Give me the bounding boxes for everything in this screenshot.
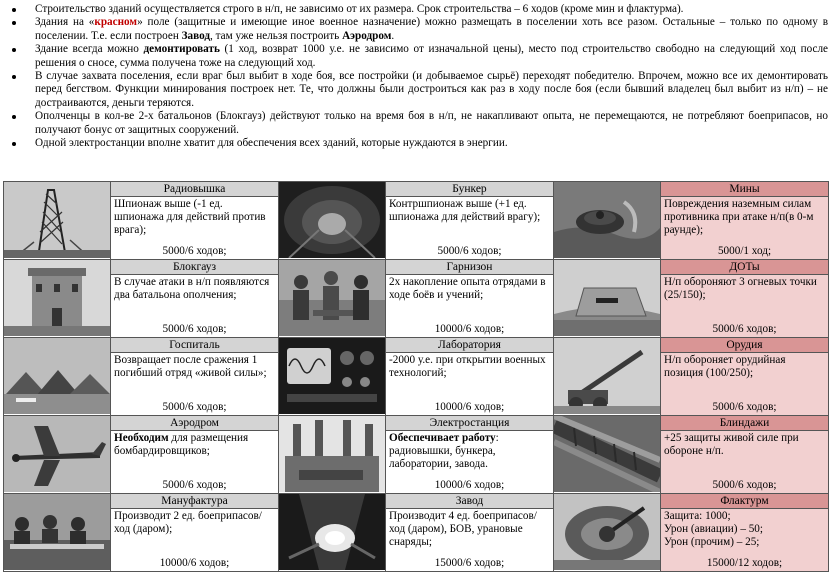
building-description bbox=[114, 432, 275, 458]
building-name: Лаборатория bbox=[386, 338, 553, 353]
building-cost: 5000/6 ходов; bbox=[712, 401, 777, 414]
text-fragment: В случае захвата поселения, если враг был выбит в ходе боя, все постройки (и добываемое сырьё) переходят победителю. Впрочем, можно все их демонтировать перед бегством. Функции минирования построек нет. Те, что должны были достроиться как раз в ходу после боя (если бывший владелец был выбит из н/п) – не достраиваются, деньги теряются. bbox=[35, 70, 828, 109]
text-fragment: . bbox=[391, 29, 395, 42]
building-cost: 15000/6 ходов; bbox=[434, 557, 505, 570]
building-description bbox=[389, 354, 550, 380]
building-cost: 15000/12 ходов; bbox=[706, 557, 783, 570]
bold-text: Необходим bbox=[114, 432, 169, 444]
building-name: Электростанция bbox=[386, 416, 553, 431]
building-body bbox=[661, 353, 828, 415]
building-body bbox=[386, 353, 553, 415]
building-name: Госпиталь bbox=[111, 338, 278, 353]
building-description bbox=[389, 432, 550, 470]
rule-item bbox=[3, 3, 828, 16]
text-fragment: Одной электростанции вполне хватит для обеспечения всех зданий, которые нуждаются в энергии. bbox=[35, 137, 508, 150]
building-card bbox=[661, 416, 829, 494]
text-fragment: -2000 у.е. при открытии военных технологий; bbox=[389, 354, 546, 379]
building-description bbox=[114, 510, 275, 536]
text-fragment: В случае атаки в н/п появляются два батальона ополчения; bbox=[114, 276, 270, 301]
building-cost: 10000/6 ходов; bbox=[159, 557, 230, 570]
text-fragment: Н/п обороняют 3 огневых точки (25/150); bbox=[664, 276, 817, 301]
text-fragment: +25 защиты живой силе при обороне н/п. bbox=[664, 432, 799, 457]
building-description bbox=[114, 198, 275, 236]
text-fragment: Производит 4 ед. боеприпасов/ход (даром), БОВ, урановые снаряды; bbox=[389, 510, 537, 548]
building-name: Гарнизон bbox=[386, 260, 553, 275]
building-body bbox=[661, 197, 828, 259]
landmine-image bbox=[554, 182, 661, 260]
building-row bbox=[4, 182, 829, 260]
text-fragment: Здания на « bbox=[35, 16, 95, 29]
building-card bbox=[661, 338, 829, 416]
building-body bbox=[111, 509, 278, 571]
building-description bbox=[664, 432, 825, 458]
building-description bbox=[664, 276, 825, 302]
hospital-tents-image bbox=[4, 338, 111, 416]
rule-item bbox=[3, 70, 828, 110]
building-card bbox=[661, 494, 829, 572]
flak-tower-image bbox=[554, 494, 661, 572]
building-body bbox=[661, 275, 828, 337]
building-row bbox=[4, 260, 829, 338]
artillery-gun-image bbox=[554, 338, 661, 416]
red-highlight-text: красном bbox=[94, 16, 138, 29]
building-card bbox=[386, 260, 554, 338]
building-name: Блиндажи bbox=[661, 416, 828, 431]
rule-item bbox=[3, 16, 828, 43]
text-fragment: для размещения бомбардировщиков; bbox=[114, 432, 249, 457]
bold-text: Аэродром bbox=[342, 29, 392, 42]
text-fragment: Защита: 1000; Урон (авиации) – 50; Урон (прочим) – 25; bbox=[664, 510, 764, 548]
building-cost: 10000/6 ходов; bbox=[434, 401, 505, 414]
manufactory-workers-image bbox=[4, 494, 111, 572]
bunker-tunnel-image bbox=[279, 182, 386, 260]
building-card bbox=[661, 260, 829, 338]
text-fragment: Возвращает после сражения 1 погибший отряд «живой силы»; bbox=[114, 354, 267, 379]
building-description bbox=[389, 510, 550, 548]
building-name: Завод bbox=[386, 494, 553, 509]
building-body bbox=[111, 431, 278, 493]
building-name: Бункер bbox=[386, 182, 553, 197]
text-fragment: Повреждения наземным силам противника при атаке н/п(в 0-м раунде); bbox=[664, 198, 814, 236]
building-card bbox=[111, 494, 279, 572]
building-body bbox=[386, 431, 553, 493]
text-fragment: Строительство зданий осуществляется строго в н/п, не зависимо от их размера. Срок строительства – 6 ходов (кроме мин и флактурма). bbox=[35, 3, 684, 15]
building-description bbox=[664, 510, 825, 548]
garrison-soldiers-image bbox=[279, 260, 386, 338]
building-cost: 5000/6 ходов; bbox=[437, 245, 502, 258]
building-description bbox=[664, 198, 825, 236]
building-body bbox=[661, 509, 828, 571]
building-body bbox=[386, 197, 553, 259]
text-fragment: : радиовышки, бункера, лаборатории, завода. bbox=[389, 432, 499, 470]
building-card bbox=[661, 182, 829, 260]
pillbox-image bbox=[554, 260, 661, 338]
building-cost: 5000/6 ходов; bbox=[162, 401, 227, 414]
text-fragment: Шпионаж выше (-1 ед. шпионажа для действий против врага); bbox=[114, 198, 266, 236]
text-fragment: » поле (защитные и имеющие иное военное назначение) можно размещать в поселении хоть все разом. Остальные – только по одному в поселении. Т.е. если построен bbox=[35, 16, 828, 42]
text-fragment: , там уже нельзя построить bbox=[210, 29, 343, 42]
rule-item bbox=[3, 43, 828, 70]
building-card bbox=[386, 494, 554, 572]
building-description bbox=[389, 198, 550, 224]
trenches-image bbox=[554, 416, 661, 494]
building-name: ДОТы bbox=[661, 260, 828, 275]
building-body bbox=[111, 197, 278, 259]
building-body bbox=[386, 275, 553, 337]
text-fragment: Ополченцы в кол-ве 2-х батальонов (Блокгауз) действуют только на время боя в н/п, не накапливают опыта, не перемещаются, не потребляют боеприпасов, но получают бонус от защитных сооружений. bbox=[35, 110, 828, 136]
text-fragment: Производит 2 ед. боеприпасов/ход (даром); bbox=[114, 510, 262, 535]
building-row bbox=[4, 338, 829, 416]
building-name: Блокгауз bbox=[111, 260, 278, 275]
building-cost: 10000/6 ходов; bbox=[434, 323, 505, 336]
bold-text: Завод bbox=[181, 29, 211, 42]
building-name: Флактурм bbox=[661, 494, 828, 509]
factory-foundry-image bbox=[279, 494, 386, 572]
rule-item bbox=[3, 137, 828, 150]
text-fragment: Н/п обороняет орудийная позиция (100/250); bbox=[664, 354, 786, 379]
building-name: Орудия bbox=[661, 338, 828, 353]
building-card bbox=[386, 416, 554, 494]
building-name: Мануфактура bbox=[111, 494, 278, 509]
building-name: Мины bbox=[661, 182, 828, 197]
building-cost: 5000/6 ходов; bbox=[162, 245, 227, 258]
bold-text: демонтировать bbox=[143, 43, 220, 56]
rule-item bbox=[3, 110, 828, 137]
building-card bbox=[111, 338, 279, 416]
building-card bbox=[386, 338, 554, 416]
text-fragment: 2х накопление опыта отрядами в ходе боёв и учений; bbox=[389, 276, 546, 301]
building-name: Радиовышка bbox=[111, 182, 278, 197]
building-body bbox=[386, 509, 553, 571]
building-description bbox=[114, 354, 275, 380]
building-cost: 10000/6 ходов; bbox=[434, 479, 505, 492]
building-body bbox=[661, 431, 828, 493]
building-row bbox=[4, 494, 829, 572]
rules-list bbox=[3, 3, 828, 150]
building-body bbox=[111, 275, 278, 337]
building-description bbox=[389, 276, 550, 302]
building-card bbox=[386, 182, 554, 260]
building-card bbox=[111, 416, 279, 494]
text-fragment: Контршпионаж выше (+1 ед. шпионажа для действий врагу); bbox=[389, 198, 541, 223]
building-card bbox=[111, 260, 279, 338]
building-cost: 5000/1 ход; bbox=[717, 245, 772, 258]
building-description bbox=[114, 276, 275, 302]
building-cost: 5000/6 ходов; bbox=[712, 479, 777, 492]
building-card bbox=[111, 182, 279, 260]
buildings-table bbox=[3, 181, 829, 572]
power-station-image bbox=[279, 416, 386, 494]
airfield-plane-image bbox=[4, 416, 111, 494]
building-name: Аэродром bbox=[111, 416, 278, 431]
radio-tower-image bbox=[4, 182, 111, 260]
text-fragment: Здание всегда можно bbox=[35, 43, 144, 56]
lab-oscilloscope-image bbox=[279, 338, 386, 416]
building-body bbox=[111, 353, 278, 415]
building-cost: 5000/6 ходов; bbox=[162, 479, 227, 492]
building-row bbox=[4, 416, 829, 494]
building-description bbox=[664, 354, 825, 380]
blockhouse-tower-image bbox=[4, 260, 111, 338]
bold-text: Обеспечивает работу bbox=[389, 432, 496, 444]
building-cost: 5000/6 ходов; bbox=[712, 323, 777, 336]
building-cost: 5000/6 ходов; bbox=[162, 323, 227, 336]
text-fragment: (1 ход, возврат 1000 у.е. не зависимо от изначальной цены), место под строительство свободно на следующий ход после решения о сносе, сумма получена тоже на следующий ход. bbox=[35, 43, 828, 69]
